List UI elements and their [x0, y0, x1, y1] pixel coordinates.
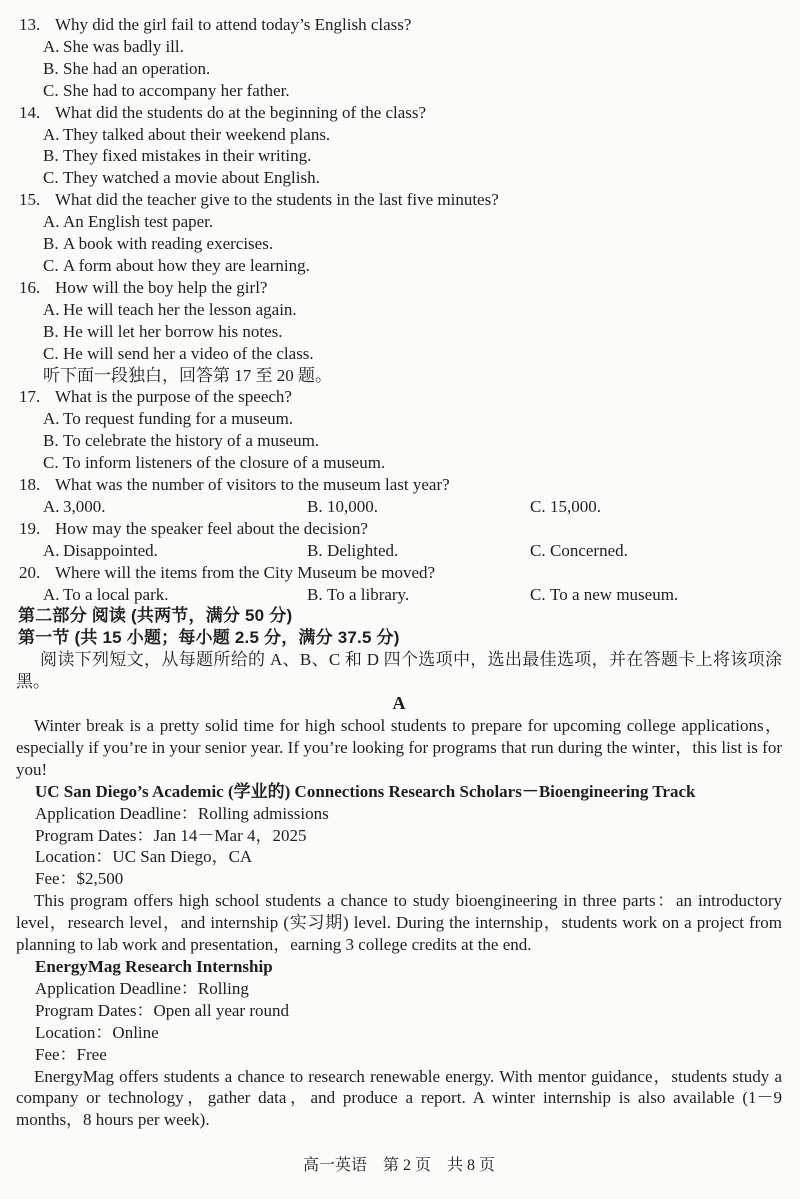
option-c: [43, 343, 782, 365]
option-text: Delighted.: [327, 540, 399, 560]
option-label: B.: [307, 584, 323, 604]
option-text: She was badly ill.: [63, 36, 184, 56]
program-detail-dates: Program Dates：Open all year round: [35, 1000, 289, 1020]
passage-title: A: [392, 693, 406, 714]
option-c: [43, 452, 782, 474]
option-text: 10,000.: [327, 496, 378, 516]
option-row: [43, 540, 782, 562]
option-c: [530, 584, 782, 606]
reading-instruction: 阅读下列短文，从每题所给的 A、B、C 和 D 四个选项中，选出最佳选项，并在答题卡上将该项涂黑。: [16, 650, 782, 692]
option-label: B.: [43, 58, 59, 78]
option-label: B.: [307, 496, 323, 516]
question-line: [19, 189, 782, 211]
program-detail-location: Location：UC San Diego，CA: [35, 847, 253, 867]
option-label: B.: [43, 321, 59, 341]
option-label: C.: [43, 168, 59, 188]
question-item-20: [16, 562, 782, 606]
option-label: A.: [43, 299, 60, 319]
program-description: This program offers high school students a chance to study bioengineering in three parts：an introductory level，research level，and internship (实习期) level. During the internship，students work on a project from planning to lab work and presentation，earning 3 college credits at the end.: [16, 891, 782, 955]
option-b: [43, 233, 782, 255]
option-text: They fixed mistakes in their writing.: [63, 146, 312, 166]
question-text: What did the students do at the beginning of the class?: [55, 102, 427, 122]
option-label: B.: [43, 234, 59, 254]
option-text: To inform listeners of the closure of a museum.: [63, 453, 386, 473]
passage-intro: Winter break is a pretty solid time for high school students to prepare for upcoming college applications，especially if you’re in your senior year. If you’re looking for programs that run during the winter，this list is for you!: [16, 716, 782, 779]
option-label: A.: [43, 409, 60, 429]
option-label: B.: [307, 540, 323, 560]
option-row: [43, 496, 782, 518]
option-label: C.: [530, 584, 546, 604]
option-b: [43, 58, 782, 80]
program-title-ucsd: UC San Diego’s Academic (学业的) Connections Research Scholars－Bioengineering Track: [35, 781, 696, 801]
question-number: 14.: [19, 102, 41, 122]
program-detail-fee: Fee：Free: [35, 1044, 107, 1064]
program-detail-fee: Fee：$2,500: [35, 869, 124, 889]
question-number: 17.: [19, 387, 41, 407]
option-label: C.: [530, 496, 546, 516]
program-detail-deadline: Application Deadline：Rolling admissions: [35, 803, 329, 823]
option-a: [43, 496, 307, 518]
question-number: 19.: [19, 518, 41, 538]
question-item-18: [16, 474, 782, 518]
option-text: He will teach her the lesson again.: [63, 299, 297, 319]
option-text: He will let her borrow his notes.: [63, 321, 283, 341]
option-a: [43, 540, 307, 562]
option-label: C.: [43, 80, 59, 100]
question-number: 13.: [19, 15, 41, 34]
option-text: 15,000.: [550, 496, 601, 516]
option-label: B.: [43, 146, 59, 166]
option-label: C.: [43, 255, 59, 275]
program-detail-dates: Program Dates：Jan 14－Mar 4，2025: [35, 825, 307, 845]
question-item-19: [16, 518, 782, 562]
question-line: [19, 277, 782, 299]
option-c: [43, 167, 782, 189]
option-text: She had to accompany her father.: [63, 80, 290, 100]
option-c: [530, 496, 782, 518]
question-line: [19, 102, 782, 124]
section1-heading: 第一节 (共 15 小题；每小题 2.5 分，满分 37.5 分): [18, 628, 400, 648]
question-item-14: [16, 102, 782, 190]
option-text: They watched a movie about English.: [63, 168, 320, 188]
option-c: [530, 540, 782, 562]
option-b: [307, 584, 530, 606]
question-item-17: [16, 386, 782, 474]
option-label: A.: [43, 584, 60, 604]
question-text: What did the teacher give to the students in the last five minutes?: [55, 190, 499, 210]
option-a: [43, 36, 782, 58]
question-item-15: [16, 189, 782, 277]
question-text: What was the number of visitors to the museum last year?: [55, 475, 450, 495]
option-label: A.: [43, 36, 60, 56]
question-number: 16.: [19, 277, 41, 297]
listening-note: 听下面一段独白，回答第 17 至 20 题。: [43, 365, 332, 385]
question-line: [19, 474, 782, 496]
option-text: 3,000.: [63, 496, 106, 516]
option-b: [307, 496, 530, 518]
question-line: [19, 386, 782, 408]
option-text: She had an operation.: [63, 58, 211, 78]
option-text: They talked about their weekend plans.: [63, 124, 331, 144]
option-row: [43, 584, 782, 606]
option-text: He will send her a video of the class.: [63, 343, 314, 363]
program-title-energymag: EnergyMag Research Internship: [35, 956, 273, 976]
option-text: To a new museum.: [550, 584, 679, 604]
option-text: An English test paper.: [63, 212, 214, 232]
question-text: Where will the items from the City Museum be moved?: [55, 562, 436, 582]
question-item-13: [16, 14, 782, 102]
option-label: B.: [43, 431, 59, 451]
option-b: [43, 145, 782, 167]
option-text: A book with reading exercises.: [63, 234, 274, 254]
program-detail-deadline: Application Deadline：Rolling: [35, 978, 249, 998]
question-text: What is the purpose of the speech?: [55, 387, 292, 407]
option-b: [43, 321, 782, 343]
option-label: A.: [43, 124, 60, 144]
question-text: Why did the girl fail to attend today’s English class?: [55, 15, 412, 34]
question-line: [19, 518, 782, 540]
question-line: [19, 14, 782, 36]
question-number: 18.: [19, 475, 41, 495]
option-c: [43, 80, 782, 102]
question-number: 20.: [19, 562, 41, 582]
question-text: How will the boy help the girl?: [55, 277, 268, 297]
question-number: 15.: [19, 190, 41, 210]
question-text: How may the speaker feel about the decision?: [55, 518, 368, 538]
option-label: A.: [43, 540, 60, 560]
option-label: C.: [530, 540, 546, 560]
option-label: A.: [43, 212, 60, 232]
option-text: Concerned.: [550, 540, 628, 560]
option-b: [307, 540, 530, 562]
option-text: To a library.: [327, 584, 410, 604]
option-c: [43, 255, 782, 277]
program-detail-location: Location：Online: [35, 1022, 159, 1042]
option-label: C.: [43, 343, 59, 363]
program-description: EnergyMag offers students a chance to research renewable energy. With mentor guidance，students study a company or technology，gather data，and produce a report. A winter internship is also available (1－9 months，8 hours per week).: [16, 1066, 782, 1130]
question-item-16: [16, 277, 782, 387]
option-b: [43, 430, 782, 452]
option-label: C.: [43, 453, 59, 473]
option-text: A form about how they are learning.: [63, 255, 310, 275]
option-text: To a local park.: [63, 584, 169, 604]
option-a: [43, 124, 782, 146]
option-label: A.: [43, 496, 60, 516]
option-a: [43, 584, 307, 606]
option-text: To celebrate the history of a museum.: [63, 431, 320, 451]
question-line: [19, 562, 782, 584]
option-a: [43, 211, 782, 233]
part2-heading: 第二部分 阅读 (共两节，满分 50 分): [18, 606, 293, 626]
option-text: To request funding for a museum.: [63, 409, 294, 429]
page-footer: 高一英语 第 2 页 共 8 页: [302, 1157, 495, 1175]
option-text: Disappointed.: [63, 540, 158, 560]
option-a: [43, 299, 782, 321]
option-a: [43, 408, 782, 430]
